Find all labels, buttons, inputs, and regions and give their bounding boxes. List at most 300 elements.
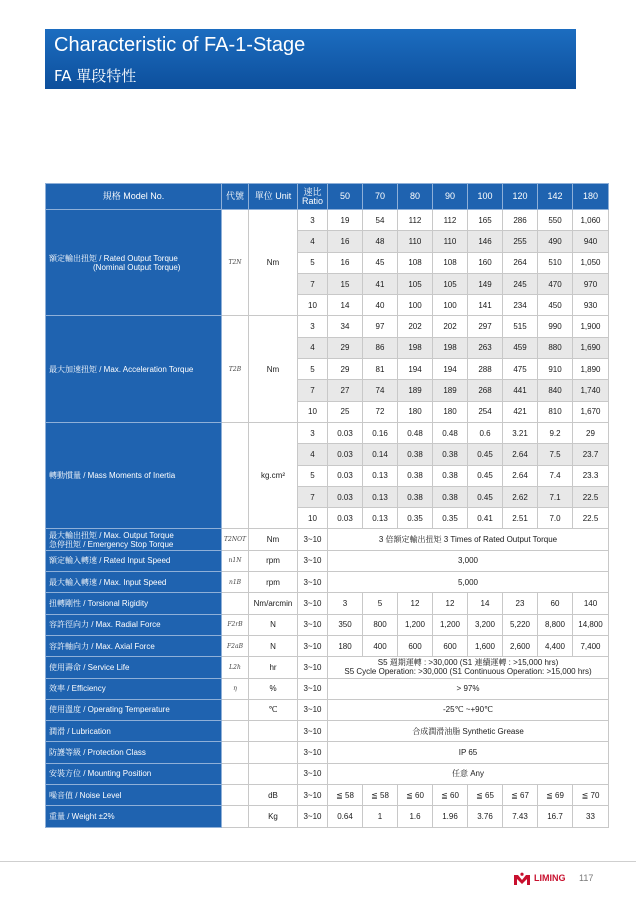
value-cell: 23: [503, 593, 538, 614]
ratio-cell: 3~10: [298, 614, 328, 635]
value-cell: 108: [398, 252, 433, 273]
ratio-cell: 3~10: [298, 572, 328, 593]
value-cell: 14,800: [573, 614, 609, 635]
row-label-text: 重量 / Weight ±2%: [49, 811, 115, 821]
ratio-cell: 4: [298, 444, 328, 465]
value-cell: 14: [328, 295, 363, 316]
unit-cell: N: [249, 614, 298, 635]
header-size: 90: [433, 184, 468, 210]
value-cell: 400: [363, 635, 398, 656]
value-cell: 7.0: [538, 508, 573, 529]
ratio-cell: 4: [298, 337, 328, 358]
value-cell: 0.6: [468, 422, 503, 443]
value-cell: 14: [468, 593, 503, 614]
value-cell: 810: [538, 401, 573, 422]
value-cell: 97: [363, 316, 398, 337]
value-cell: 22.5: [573, 508, 609, 529]
unit-cell: Nm/arcmin: [249, 593, 298, 614]
row-label: [46, 614, 222, 635]
value-cell: 245: [503, 273, 538, 294]
unit-cell: dB: [249, 785, 298, 806]
ratio-cell: 3~10: [298, 763, 328, 784]
header-size: 70: [363, 184, 398, 210]
value-cell: 450: [538, 295, 573, 316]
value-cell: 0.03: [328, 508, 363, 529]
value-cell: ≦ 69: [538, 785, 573, 806]
value-cell: 29: [573, 422, 609, 443]
table-row: [46, 550, 609, 571]
value-cell: 1,900: [573, 316, 609, 337]
footer-divider: [0, 861, 636, 862]
value-cell: 600: [398, 635, 433, 656]
ratio-cell: 3~10: [298, 635, 328, 656]
value-cell: 41: [363, 273, 398, 294]
ratio-cell: 3~10: [298, 699, 328, 720]
value-cell: 4,400: [538, 635, 573, 656]
code-cell: L2h: [222, 657, 249, 678]
value-cell: 189: [433, 380, 468, 401]
table-row: [46, 763, 609, 784]
value-cell: 12: [433, 593, 468, 614]
value-cell: 1,890: [573, 359, 609, 380]
value-cell: 515: [503, 316, 538, 337]
value-cell: 60: [538, 593, 573, 614]
value-cell: 1,200: [433, 614, 468, 635]
value-cell: 3,200: [468, 614, 503, 635]
table-row: [46, 529, 609, 550]
value-cell: 任意 Any: [328, 763, 609, 784]
value-cell: 1,740: [573, 380, 609, 401]
table-row: [46, 572, 609, 593]
value-cell: 105: [398, 273, 433, 294]
value-cell: 112: [433, 210, 468, 231]
value-cell: 459: [503, 337, 538, 358]
value-cell: 40: [363, 295, 398, 316]
page-subtitle: FA 單段特性: [54, 67, 137, 85]
value-cell: 48: [363, 231, 398, 252]
code-cell: T2NOT: [222, 529, 249, 550]
value-cell: ≦ 67: [503, 785, 538, 806]
value-cell: 0.64: [328, 806, 363, 827]
row-label-text: 最大加速扭矩 / Max. Acceleration Torque: [49, 364, 194, 374]
table-row: [46, 721, 609, 742]
value-cell: > 97%: [328, 678, 609, 699]
row-label-sub: (Nominal Output Torque): [93, 262, 181, 272]
value-cell: 1,690: [573, 337, 609, 358]
header-code: 代號: [222, 184, 249, 210]
value-cell: 1,600: [468, 635, 503, 656]
unit-cell: hr: [249, 657, 298, 678]
value-cell: 74: [363, 380, 398, 401]
value-cell: 54: [363, 210, 398, 231]
value-cell: 27: [328, 380, 363, 401]
code-cell: T2N: [222, 210, 249, 316]
value-cell: 165: [468, 210, 503, 231]
unit-cell: [249, 721, 298, 742]
code-cell: η: [222, 678, 249, 699]
row-label: [46, 678, 222, 699]
value-cell: 1,200: [398, 614, 433, 635]
value-cell: IP 65: [328, 742, 609, 763]
header-size: 120: [503, 184, 538, 210]
page-title: Characteristic of FA-1-Stage: [54, 34, 306, 56]
ratio-cell: 10: [298, 401, 328, 422]
life-line-2: S5 Cycle Operation: >30,000 (S1 Continuous Operation: >15,000 hrs): [344, 667, 592, 677]
value-cell: 297: [468, 316, 503, 337]
row-label-text: 使用壽命 / Service Life: [49, 662, 130, 672]
value-cell: 470: [538, 273, 573, 294]
value-cell: 0.45: [468, 444, 503, 465]
code-cell: [222, 721, 249, 742]
value-cell: ≦ 60: [433, 785, 468, 806]
row-label-text: 安裝方位 / Mounting Position: [49, 769, 152, 779]
value-cell: 180: [398, 401, 433, 422]
value-cell: 0.38: [398, 486, 433, 507]
value-cell: 105: [433, 273, 468, 294]
header-unit: 單位 Unit: [249, 184, 298, 210]
value-cell: 5,000: [328, 572, 609, 593]
unit-cell: Nm: [249, 316, 298, 422]
value-cell: ≦ 58: [363, 785, 398, 806]
value-cell: 1,050: [573, 252, 609, 273]
value-cell: 255: [503, 231, 538, 252]
value-cell: 194: [433, 359, 468, 380]
ratio-cell: 3~10: [298, 529, 328, 550]
code-cell: [222, 785, 249, 806]
code-cell: T2B: [222, 316, 249, 422]
value-cell: 81: [363, 359, 398, 380]
unit-cell: N: [249, 635, 298, 656]
value-cell: 990: [538, 316, 573, 337]
row-label-text: 額定輸入轉速 / Rated Input Speed: [49, 556, 171, 566]
value-cell: 910: [538, 359, 573, 380]
value-cell: 3,000: [328, 550, 609, 571]
value-cell: 146: [468, 231, 503, 252]
value-cell: 1,060: [573, 210, 609, 231]
value-cell: ≦ 60: [398, 785, 433, 806]
value-cell: 254: [468, 401, 503, 422]
value-cell: 29: [328, 359, 363, 380]
code-cell: [222, 593, 249, 614]
value-cell: 2.62: [503, 486, 538, 507]
table-row: [46, 742, 609, 763]
value-cell: 86: [363, 337, 398, 358]
row-label: [46, 316, 222, 422]
value-cell: 8,800: [538, 614, 573, 635]
ratio-cell: 3~10: [298, 593, 328, 614]
value-cell: 194: [398, 359, 433, 380]
row-label-text: 潤滑 / Lubrication: [49, 726, 111, 736]
unit-cell: ℃: [249, 699, 298, 720]
value-cell: 34: [328, 316, 363, 337]
ratio-cell: 7: [298, 273, 328, 294]
table-row: [46, 614, 609, 635]
ratio-cell: 3~10: [298, 742, 328, 763]
value-cell: 264: [503, 252, 538, 273]
ratio-cell: 7: [298, 486, 328, 507]
value-cell: 160: [468, 252, 503, 273]
value-cell: 1: [363, 806, 398, 827]
row-label: [46, 572, 222, 593]
value-cell: 0.13: [363, 486, 398, 507]
value-cell: 112: [398, 210, 433, 231]
row-label: [46, 742, 222, 763]
life-line-1: S5 週期運轉 : >30,000 (S1 連續運轉 : >15,000 hrs): [377, 658, 559, 668]
table-row: [46, 210, 609, 231]
value-cell: 0.38: [433, 486, 468, 507]
value-cell: 149: [468, 273, 503, 294]
value-cell: 1,670: [573, 401, 609, 422]
value-cell: 7.5: [538, 444, 573, 465]
table-row: [46, 316, 609, 337]
value-cell: 22.5: [573, 486, 609, 507]
value-cell: 0.13: [363, 508, 398, 529]
header-size: 50: [328, 184, 363, 210]
value-cell: 29: [328, 337, 363, 358]
value-cell: 263: [468, 337, 503, 358]
value-cell: 7.43: [503, 806, 538, 827]
table-row: [46, 635, 609, 656]
value-cell: 72: [363, 401, 398, 422]
value-cell: ≦ 65: [468, 785, 503, 806]
value-cell: 198: [398, 337, 433, 358]
row-label-text: 噪音值 / Noise Level: [49, 790, 122, 800]
value-cell: 930: [573, 295, 609, 316]
value-cell: 0.41: [468, 508, 503, 529]
ratio-cell: 7: [298, 380, 328, 401]
value-cell: 490: [538, 231, 573, 252]
unit-cell: Nm: [249, 529, 298, 550]
value-cell: 600: [433, 635, 468, 656]
footer-brand: LIMING: [534, 873, 566, 883]
code-cell: [222, 699, 249, 720]
row-label: [46, 422, 222, 528]
value-cell: 268: [468, 380, 503, 401]
row-label: [46, 785, 222, 806]
value-cell: 510: [538, 252, 573, 273]
row-label: [46, 699, 222, 720]
code-cell: F2rB: [222, 614, 249, 635]
value-cell: 0.48: [398, 422, 433, 443]
row-label: [46, 635, 222, 656]
value-cell: 1.6: [398, 806, 433, 827]
value-cell: 880: [538, 337, 573, 358]
value-cell: 7.1: [538, 486, 573, 507]
unit-cell: Nm: [249, 210, 298, 316]
row-label-text: 容許徑向力 / Max. Radial Force: [49, 620, 161, 630]
header-size: 180: [573, 184, 609, 210]
ratio-cell: 3~10: [298, 678, 328, 699]
value-cell: 198: [433, 337, 468, 358]
value-cell: 7.4: [538, 465, 573, 486]
value-cell: 202: [433, 316, 468, 337]
value-cell: 0.03: [328, 422, 363, 443]
row-label-text: 效率 / Efficiency: [49, 684, 106, 694]
value-cell: 180: [328, 635, 363, 656]
value-cell: 189: [398, 380, 433, 401]
value-cell: 350: [328, 614, 363, 635]
header-model: 規格 Model No.: [46, 184, 222, 210]
page-number: 117: [579, 873, 594, 883]
ratio-cell: 3~10: [298, 657, 328, 678]
value-cell: 0.13: [363, 465, 398, 486]
value-cell: 141: [468, 295, 503, 316]
row-label: [46, 806, 222, 827]
ratio-cell: 3~10: [298, 806, 328, 827]
value-cell: 0.45: [468, 486, 503, 507]
value-cell: 202: [398, 316, 433, 337]
row-label-text: 使用溫度 / Operating Temperature: [49, 705, 170, 715]
page-header: [45, 29, 576, 89]
value-cell: 421: [503, 401, 538, 422]
code-cell: [222, 763, 249, 784]
code-cell: n1B: [222, 572, 249, 593]
row-label-sub: 急停扭矩 / Emergency Stop Torque: [49, 539, 174, 549]
value-cell: 234: [503, 295, 538, 316]
value-cell: 5: [363, 593, 398, 614]
value-cell: 3.76: [468, 806, 503, 827]
value-cell: 0.48: [433, 422, 468, 443]
ratio-cell: 3: [298, 422, 328, 443]
row-label: [46, 550, 222, 571]
value-cell: 23.7: [573, 444, 609, 465]
table-row: [46, 184, 609, 210]
code-cell: n1N: [222, 550, 249, 571]
value-cell: 441: [503, 380, 538, 401]
ratio-cell: 5: [298, 465, 328, 486]
value-cell: 180: [433, 401, 468, 422]
code-cell: [222, 422, 249, 528]
unit-cell: rpm: [249, 550, 298, 571]
value-cell: 140: [573, 593, 609, 614]
row-label-text: 額定輸出扭矩 / Rated Output Torque: [49, 253, 178, 263]
value-cell: 16: [328, 252, 363, 273]
value-cell: 2.64: [503, 465, 538, 486]
unit-cell: Kg: [249, 806, 298, 827]
value-cell: 33: [573, 806, 609, 827]
value-cell: 0.45: [468, 465, 503, 486]
row-label-text: 防護等級 / Protection Class: [49, 748, 146, 758]
value-cell: 0.16: [363, 422, 398, 443]
value-cell: 970: [573, 273, 609, 294]
value-cell: 0.03: [328, 444, 363, 465]
value-cell: 23.3: [573, 465, 609, 486]
table-row: [46, 422, 609, 443]
code-cell: [222, 806, 249, 827]
unit-cell: [249, 763, 298, 784]
ratio-cell: 3: [298, 210, 328, 231]
table-row: [46, 593, 609, 614]
value-cell: 25: [328, 401, 363, 422]
value-cell: 550: [538, 210, 573, 231]
value-cell: 110: [398, 231, 433, 252]
value-cell: 19: [328, 210, 363, 231]
value-cell: 16.7: [538, 806, 573, 827]
value-cell: 0.35: [433, 508, 468, 529]
unit-cell: kg.cm²: [249, 422, 298, 528]
value-cell: 0.14: [363, 444, 398, 465]
ratio-cell: 3: [298, 316, 328, 337]
row-label-text: 容許軸向力 / Max. Axial Force: [49, 641, 155, 651]
unit-cell: [249, 742, 298, 763]
value-cell: 16: [328, 231, 363, 252]
header-ratio: 速比 Ratio: [298, 184, 328, 210]
table-row: [46, 657, 609, 678]
value-cell: 108: [433, 252, 468, 273]
ratio-cell: 5: [298, 359, 328, 380]
row-label-text: 最大輸出扭矩 / Max. Output Torque: [49, 530, 174, 540]
table-row: [46, 678, 609, 699]
value-cell: -25℃ ~+90℃: [328, 699, 609, 720]
value-cell: 合成潤滑油脂 Synthetic Grease: [328, 721, 609, 742]
row-label: [46, 657, 222, 678]
value-cell: 3 倍額定輸出扭矩 3 Times of Rated Output Torque: [328, 529, 609, 550]
ratio-cell: 4: [298, 231, 328, 252]
value-cell: 100: [433, 295, 468, 316]
value-cell: 288: [468, 359, 503, 380]
value-cell: 9.2: [538, 422, 573, 443]
value-cell: [328, 657, 609, 678]
ratio-cell: 10: [298, 508, 328, 529]
unit-cell: %: [249, 678, 298, 699]
value-cell: 840: [538, 380, 573, 401]
value-cell: 0.03: [328, 486, 363, 507]
value-cell: ≦ 58: [328, 785, 363, 806]
value-cell: 0.38: [433, 444, 468, 465]
value-cell: 15: [328, 273, 363, 294]
ratio-cell: 10: [298, 295, 328, 316]
ratio-cell: 3~10: [298, 785, 328, 806]
value-cell: 940: [573, 231, 609, 252]
row-label-text: 最大輸入轉速 / Max. Input Speed: [49, 577, 167, 587]
value-cell: 0.38: [433, 465, 468, 486]
value-cell: 475: [503, 359, 538, 380]
value-cell: 0.38: [398, 465, 433, 486]
value-cell: 3.21: [503, 422, 538, 443]
value-cell: 2,600: [503, 635, 538, 656]
value-cell: 0.35: [398, 508, 433, 529]
row-label: [46, 210, 222, 316]
table-row: [46, 785, 609, 806]
value-cell: 0.03: [328, 465, 363, 486]
value-cell: 286: [503, 210, 538, 231]
header-size: 80: [398, 184, 433, 210]
row-label: [46, 763, 222, 784]
ratio-cell: 3~10: [298, 550, 328, 571]
value-cell: 0.38: [398, 444, 433, 465]
value-cell: 5,220: [503, 614, 538, 635]
row-label: [46, 529, 222, 550]
value-cell: 2.51: [503, 508, 538, 529]
value-cell: 3: [328, 593, 363, 614]
value-cell: 1.96: [433, 806, 468, 827]
unit-cell: rpm: [249, 572, 298, 593]
ratio-cell: 5: [298, 252, 328, 273]
value-cell: 800: [363, 614, 398, 635]
liming-logo-icon: [513, 872, 531, 886]
spec-table: [45, 183, 609, 828]
header-size: 100: [468, 184, 503, 210]
value-cell: 7,400: [573, 635, 609, 656]
value-cell: 45: [363, 252, 398, 273]
row-label: [46, 721, 222, 742]
row-label-text: 轉動慣量 / Mass Moments of Inertia: [49, 471, 176, 481]
value-cell: ≦ 70: [573, 785, 609, 806]
code-cell: F2aB: [222, 635, 249, 656]
table-row: [46, 806, 609, 827]
row-label-text: 扭轉剛性 / Torsional Rigidity: [49, 598, 149, 608]
value-cell: 12: [398, 593, 433, 614]
